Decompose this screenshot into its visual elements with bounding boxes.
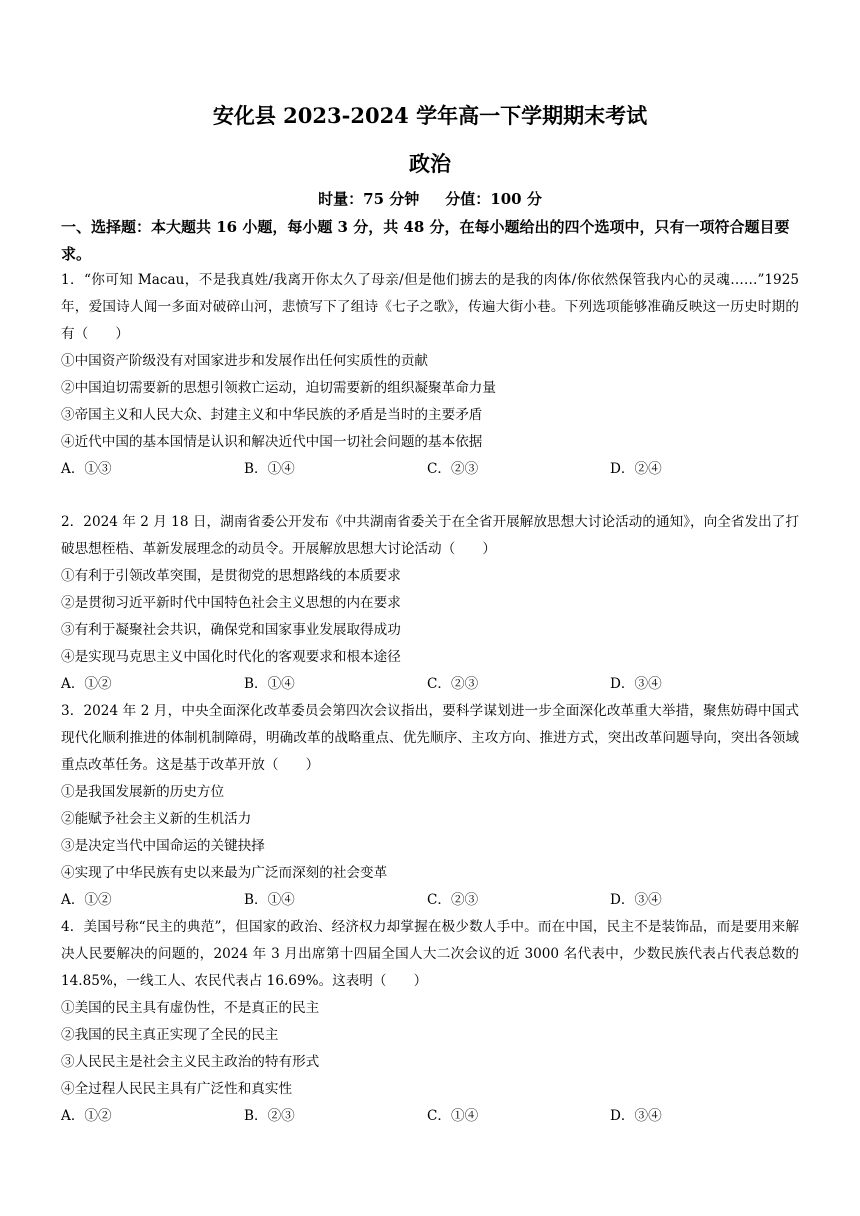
option-b: B．①④ <box>244 676 295 692</box>
question-4 <box>61 914 799 1130</box>
question-item: ③人民民主是社会主义民主政治的特有形式 <box>61 1054 320 1070</box>
question-item: ③是决定当代中国命运的关键抉择 <box>61 838 265 854</box>
option-a: A．①③ <box>61 461 112 477</box>
answer-options <box>61 456 799 483</box>
question-item: ④是实现马克思主义中国化时代化的客观要求和根本途径 <box>61 649 401 665</box>
option-d: D．③④ <box>610 892 662 908</box>
question-item: ①是我国发展新的历史方位 <box>61 784 225 800</box>
option-c: C．②③ <box>427 892 479 908</box>
exam-title: 安化县 2023-2024 学年高一下学期期末考试 <box>212 103 648 128</box>
option-b: B．①④ <box>244 461 295 477</box>
exam-meta <box>0 188 860 209</box>
option-b: B．①④ <box>244 892 295 908</box>
question-item: ④近代中国的基本国情是认识和解决近代中国一切社会问题的基本依据 <box>61 434 483 450</box>
option-a: A．①② <box>61 892 112 908</box>
question-item: ④实现了中华民族有史以来最为广泛而深刻的社会变革 <box>61 865 388 881</box>
question-item: ①有利于引领改革突围，是贯彻党的思想路线的本质要求 <box>61 568 401 584</box>
answer-options <box>61 671 799 698</box>
answer-options <box>61 1103 799 1130</box>
answer-options <box>61 887 799 914</box>
option-c: C．①④ <box>427 1108 479 1124</box>
subject-title: 政治 <box>409 151 451 176</box>
option-c: C．②③ <box>427 461 479 477</box>
question-2 <box>61 509 799 698</box>
question-item: ②我国的民主真正实现了全民的民主 <box>61 1027 279 1043</box>
question-3 <box>61 698 799 914</box>
question-item: ①美国的民主具有虚伪性，不是真正的民主 <box>61 1000 320 1016</box>
question-stem: 3．2024 年 2 月，中央全面深化改革委员会第四次会议指出，要科学谋划进一步全面深化改革重大举措，聚焦妨碍中国式现代化顺利推进的体制机制障碍，明确改革的战略重点、优先顺序、主攻方向、推进方式，突出改革问题导向，突出各领域重点改革任务。这是基于改革开放（ ） <box>61 703 799 773</box>
question-item: ④全过程人民民主具有广泛性和真实性 <box>61 1081 293 1097</box>
option-d: D．②④ <box>610 461 662 477</box>
section-heading: 一、选择题：本大题共 16 小题，每小题 3 分，共 48 分，在每小题给出的四个选项中，只有一项符合题目要求。 <box>61 218 790 263</box>
option-d: D．③④ <box>610 676 662 692</box>
question-stem: 2．2024 年 2 月 18 日，湖南省委公开发布《中共湖南省委关于在全省开展解放思想大讨论活动的通知》，向全省发出了打破思想桎梏、革新发展理念的动员令。开展解放思想大讨论活动（ ） <box>61 514 799 557</box>
option-b: B．②③ <box>244 1108 295 1124</box>
question-stem: 1．“你可知 Macau，不是我真姓/我离开你太久了母亲/但是他们掳去的是我的肉体/你依然保管我内心的灵魂……”1925 年，爱国诗人闻一多面对破碎山河，悲愤写下了组诗《七子之歌》，传遍大街小巷。下列选项能够准确反映这一历史时期的有（ ） <box>61 272 799 342</box>
option-a: A．①② <box>61 676 112 692</box>
question-item: ②能赋予社会主义新的生机活力 <box>61 811 252 827</box>
question-item: ②中国迫切需要新的思想引领救亡运动，迫切需要新的组织凝聚革命力量 <box>61 380 496 396</box>
question-stem: 4．美国号称“民主的典范”，但国家的政治、经济权力却掌握在极少数人手中。而在中国，民主不是装饰品，而是要用来解决人民要解决的问题的，2024 年 3 月出席第十四届全国人大二次会议的近 3000 名代表中，少数民族代表占代表总数的 14.85%，一线工人、农民代表占 16.69%。这表明（ ） <box>61 919 799 989</box>
option-a: A．①② <box>61 1108 112 1124</box>
option-d: D．③④ <box>610 1108 662 1124</box>
exam-time: 时量：75 分钟 <box>318 190 420 208</box>
option-c: C．②③ <box>427 676 479 692</box>
question-item: ②是贯彻习近平新时代中国特色社会主义思想的内在要求 <box>61 595 401 611</box>
exam-score: 分值：100 分 <box>445 190 542 208</box>
question-item: ①中国资产阶级没有对国家进步和发展作出任何实质性的贡献 <box>61 353 429 369</box>
question-item: ③有利于凝聚社会共识，确保党和国家事业发展取得成功 <box>61 622 401 638</box>
question-item: ③帝国主义和人民大众、封建主义和中华民族的矛盾是当时的主要矛盾 <box>61 407 483 423</box>
question-1 <box>61 267 799 483</box>
